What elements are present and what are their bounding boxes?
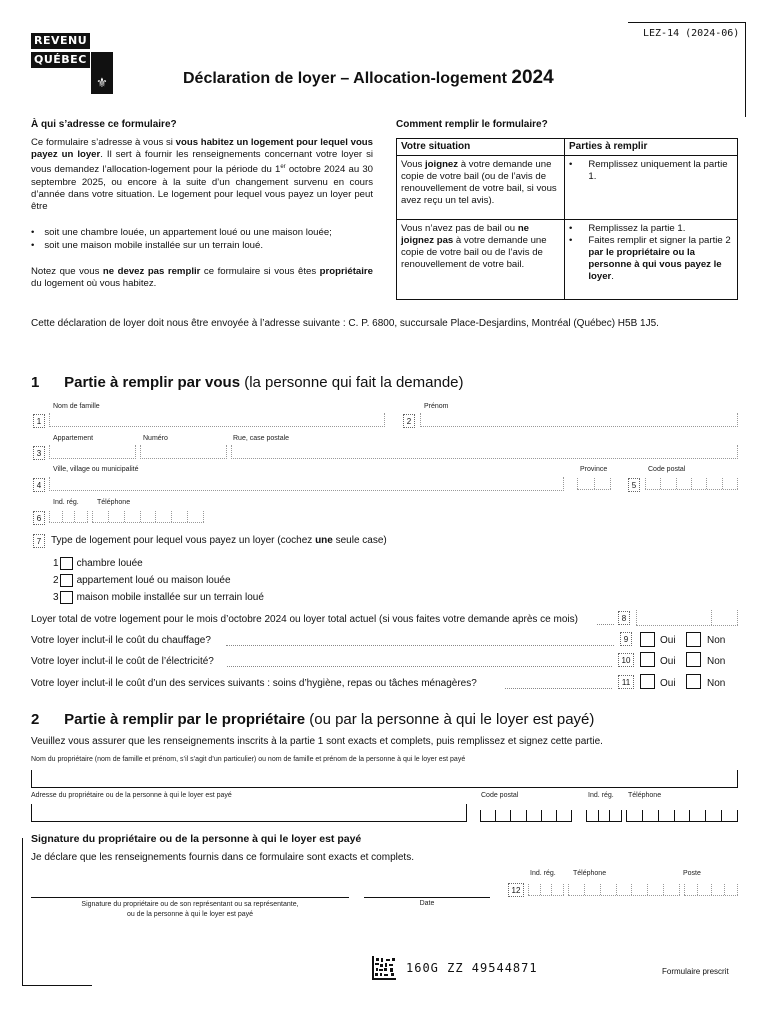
owner-phone-field[interactable]: [626, 810, 738, 822]
form-code: LEZ-14 (2024-06): [643, 28, 740, 39]
label-numero: Numéro: [143, 435, 168, 442]
housing-option-1[interactable]: 1 chambre louée: [53, 558, 143, 570]
label-rue: Rue, case postale: [233, 435, 290, 442]
box-number-12: 12: [508, 883, 524, 897]
part2-intro: Veuillez vous assurer que les renseignements inscrits à la partie 1 sont exacts et complets, puis remplissez et signez cette partie.: [31, 736, 603, 747]
box-number-2: 2: [403, 414, 415, 428]
question-11: Votre loyer inclut-il le coût d’un des services suivants : soins d’hygiène, repas ou tâches ménagères?: [31, 678, 477, 689]
box-number-9: 9: [620, 632, 632, 646]
sig-phone-field[interactable]: [568, 884, 680, 896]
question-8: Loyer total de votre logement pour le mois d’octobre 2024 ou loyer total actuel (si vous faites votre demande après ce mois): [31, 614, 578, 625]
label-telephone: Téléphone: [97, 499, 131, 506]
last-name-field[interactable]: [49, 413, 385, 427]
box-number-5: 5: [628, 478, 640, 492]
owner-name-label: Nom du propriétaire (nom de famille et prénom, s’il s’agit d’un particulier) ou nom de famille et prénom de la personne à qui le loyer est payé: [31, 756, 466, 763]
non-label: Non: [707, 656, 726, 667]
owner-address-field[interactable]: [31, 804, 467, 822]
sig-area-code-field[interactable]: [528, 884, 564, 896]
box-number-7: 7: [33, 534, 45, 548]
title-year: 2024: [511, 67, 554, 88]
postal-code-field[interactable]: [645, 478, 738, 490]
leader-dots: [597, 624, 614, 625]
housing-option-2[interactable]: 2 appartement loué ou maison louée: [53, 575, 231, 587]
label-appartement: Appartement: [53, 435, 94, 442]
owner-telephone-label: Téléphone: [628, 792, 662, 799]
who-bullets: [31, 227, 373, 252]
box-number-10: 10: [618, 653, 634, 667]
electricity-yes-checkbox[interactable]: [640, 652, 655, 667]
checkbox[interactable]: [60, 557, 73, 570]
owner-name-field[interactable]: [31, 770, 738, 788]
table-row: Vous joignez à votre demande une copie de votre bail (ou de l’avis de renouvellement de votre bail, si vous avez reçu un tel avis). • Remplissez uniquement la partie 1.: [397, 156, 738, 220]
question-7: Type de logement pour lequel vous payez un loyer (cochez une seule case): [51, 535, 387, 546]
owner-postal-code-field[interactable]: [480, 810, 572, 822]
checkbox[interactable]: [60, 574, 73, 587]
checkbox[interactable]: [60, 591, 73, 604]
first-name-field[interactable]: [420, 413, 738, 427]
sig-telephone-label: Téléphone: [573, 870, 607, 877]
services-yes-checkbox[interactable]: [640, 674, 655, 689]
declaration-text: Je déclare que les renseignements fournis dans ce formulaire sont exacts et complets.: [31, 852, 414, 863]
signature-line[interactable]: [31, 897, 349, 898]
bullet-item: • soit une chambre louée, un appartement loué ou une maison louée;: [31, 227, 332, 238]
situation-table: [396, 138, 738, 300]
logo-line-2: QUÉBEC: [31, 52, 90, 68]
heating-no-checkbox[interactable]: [686, 632, 701, 647]
who-paragraph: Ce formulaire s’adresse à vous si vous habitez un logement pour lequel vous payez un loyer. Il sert à fournir les renseignements concernant votre loyer si vous demandez l’allocation-logement pour la période du 1er octobre 2024 au 30 septembre 2025, ou encore à la suite d’un changement survenu en cours d’année dans votre situation. Le logement pour lequel vous payez un loyer peut être: [31, 137, 373, 213]
street-field[interactable]: [231, 445, 738, 459]
province-field[interactable]: [577, 478, 611, 490]
barcode-icon: [372, 956, 396, 980]
question-9: Votre loyer inclut-il le coût du chauffage?: [31, 635, 211, 646]
who-heading: À qui s’adresse ce formulaire?: [31, 119, 177, 130]
prescribed-form-label: Formulaire prescrit: [662, 967, 729, 976]
apartment-field[interactable]: [49, 445, 136, 459]
box-number-1: 1: [33, 414, 45, 428]
table-row: Vous n’avez pas de bail ou ne joignez pas à votre demande une copie de votre bail ou de l’avis de renouvellement de votre bail. • Remplissez la partie 1. • Faites remplir et signer la partie 2 par le propriétaire ou la personne à qui vous payez le loyer.: [397, 220, 738, 300]
box-number-6: 6: [33, 511, 45, 525]
label-ind-reg: Ind. rég.: [53, 499, 79, 506]
sig-poste-label: Poste: [683, 870, 701, 877]
owner-address-label: Adresse du propriétaire ou de la personne à qui le loyer est payé: [31, 792, 232, 799]
fleur-de-lis-icon: ⚜: [91, 52, 113, 94]
services-no-checkbox[interactable]: [686, 674, 701, 689]
non-label: Non: [707, 678, 726, 689]
address-note: Cette déclaration de loyer doit nous être envoyée à l’adresse suivante : C. P. 6800, succursale Place-Desjardins, Montréal (Québec) H5B 1J5.: [31, 318, 659, 329]
owner-note: Notez que vous ne devez pas remplir ce formulaire si vous êtes propriétaire du logement où vous habitez.: [31, 266, 373, 290]
area-code-field[interactable]: [49, 511, 88, 523]
leader-dots: [226, 645, 614, 646]
label-prenom: Prénom: [424, 403, 449, 410]
date-line[interactable]: [364, 897, 490, 898]
non-label: Non: [707, 635, 726, 646]
oui-label: Oui: [660, 656, 676, 667]
owner-code-postal-label: Code postal: [481, 792, 519, 799]
owner-area-code-field[interactable]: [586, 810, 622, 822]
logo-line-1: REVENU: [31, 33, 90, 49]
label-ville: Ville, village ou municipalité: [53, 466, 139, 473]
box-number-11: 11: [618, 675, 634, 689]
electricity-no-checkbox[interactable]: [686, 652, 701, 667]
table-header: Votre situation: [397, 139, 565, 156]
question-10: Votre loyer inclut-il le coût de l’électricité?: [31, 656, 214, 667]
barcode-text: 160G ZZ 49544871: [406, 961, 538, 975]
box-number-4: 4: [33, 478, 45, 492]
bullet-item: • soit une maison mobile installée sur un terrain loué.: [31, 240, 264, 252]
label-province: Province: [580, 466, 608, 473]
leader-dots: [505, 688, 612, 689]
signature-heading: Signature du propriétaire ou de la personne à qui le loyer est payé: [31, 833, 362, 845]
box-number-3: 3: [33, 446, 45, 460]
leader-dots: [227, 666, 612, 667]
part1-heading: 1 Partie à remplir par vous (la personne qui fait la demande): [31, 374, 464, 391]
label-nom: Nom de famille: [53, 403, 100, 410]
label-code-postal: Code postal: [648, 466, 686, 473]
housing-option-3[interactable]: 3 maison mobile installée sur un terrain loué: [53, 592, 264, 604]
heating-yes-checkbox[interactable]: [640, 632, 655, 647]
table-header: Parties à remplir: [565, 139, 738, 156]
oui-label: Oui: [660, 635, 676, 646]
date-label: Date: [419, 900, 435, 907]
street-number-field[interactable]: [140, 445, 227, 459]
rent-amount-field[interactable]: [636, 610, 738, 626]
sig-ind-reg-label: Ind. rég.: [530, 870, 556, 877]
oui-label: Oui: [660, 678, 676, 689]
signature-label: Signature du propriétaire ou de son représentant ou sa représentante, ou de la personne à qui le loyer est payé: [81, 901, 299, 918]
box-number-8: 8: [618, 611, 630, 625]
page-title: [183, 67, 554, 89]
phone-field[interactable]: [92, 511, 204, 523]
revenu-quebec-logo: [31, 33, 108, 90]
sig-extension-field[interactable]: [684, 884, 738, 896]
owner-ind-reg-label: Ind. rég.: [588, 792, 614, 799]
title-text: Déclaration de loyer – Allocation-logement: [183, 70, 507, 87]
part2-heading: 2 Partie à remplir par le propriétaire (ou par la personne à qui le loyer est payé): [31, 711, 595, 728]
city-field[interactable]: [49, 477, 564, 491]
how-heading: Comment remplir le formulaire?: [396, 119, 548, 130]
